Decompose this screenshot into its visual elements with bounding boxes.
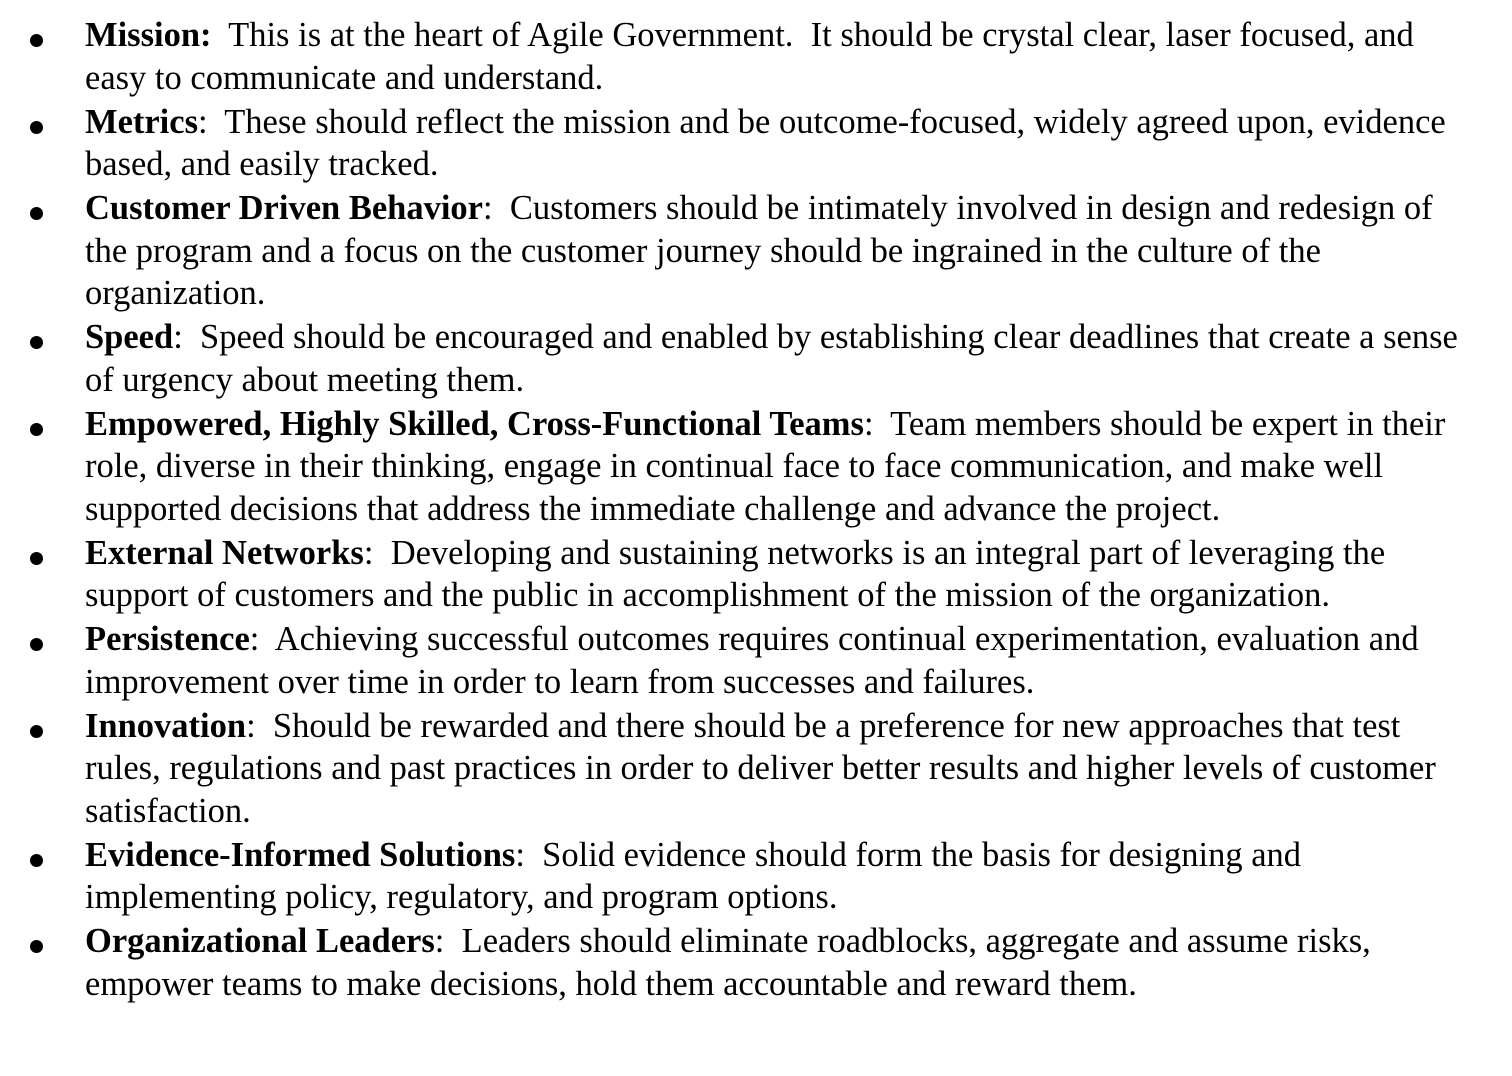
item-description: Leaders should eliminate roadblocks, aggregate and assume risks, empower teams to make decisions, hold them accountable and reward them. <box>85 922 1380 1003</box>
item-term: Metrics <box>85 102 199 141</box>
list-item-evidence-informed-solutions <box>0 834 1512 919</box>
item-term: Innovation <box>85 706 247 745</box>
list-item-persistence <box>0 618 1512 703</box>
bullet-icon <box>30 940 43 953</box>
item-term: Evidence-Informed Solutions <box>85 835 516 874</box>
list-item-innovation <box>0 705 1512 833</box>
bullet-icon <box>30 207 43 220</box>
item-description: Achieving successful outcomes requires continual experimentation, evaluation and improvement over time in order to learn from successes and failures. <box>85 620 1428 701</box>
item-separator: : <box>249 620 260 658</box>
item-description: Customers should be intimately involved in design and redesign of the program and a focus on the customer journey should be ingrained in the culture of the organization. <box>85 189 1442 312</box>
item-description: Speed should be encouraged and enabled by establishing clear deadlines that create a sense of urgency about meeting them. <box>85 318 1467 399</box>
item-description: This is at the heart of Agile Government. It should be crystal clear, laser focused, and easy to communicate and understand. <box>85 16 1423 97</box>
item-description: Developing and sustaining networks is an integral part of leveraging the support of customers and the public in accomplishment of the mission of the organization. <box>85 533 1394 614</box>
bullet-icon <box>30 638 43 651</box>
list-item-customer-driven-behavior <box>0 187 1512 315</box>
item-separator: : <box>363 533 374 572</box>
item-term: Speed <box>85 318 174 356</box>
item-term: Customer Driven Behavior <box>85 189 483 227</box>
item-term: Persistence <box>85 620 250 658</box>
list-item-speed <box>0 316 1512 401</box>
item-separator: : <box>198 102 208 141</box>
item-term: External Networks <box>85 533 364 572</box>
bullet-icon <box>30 552 43 565</box>
item-term: Organizational Leaders <box>85 922 435 960</box>
bullet-icon <box>30 725 43 738</box>
item-description: These should reflect the mission and be outcome-focused, widely agreed upon, evidence based, and easily tracked. <box>85 102 1455 183</box>
item-separator: : <box>515 835 525 874</box>
list-item-metrics <box>0 101 1512 186</box>
list-item-external-networks <box>0 532 1512 617</box>
bullet-icon <box>30 336 43 349</box>
item-separator: : <box>434 922 445 960</box>
item-separator: : <box>173 318 183 356</box>
list-item-mission <box>0 14 1512 99</box>
list-item-organizational-leaders <box>0 920 1512 1005</box>
item-separator: : <box>863 404 874 443</box>
item-description: Team members should be expert in their role, diverse in their thinking, engage in continual face to face communication, and make well supported decisions that address the immediate challenge and advance the project. <box>85 404 1454 528</box>
item-term: Empowered, Highly Skilled, Cross-Functional Teams <box>85 404 864 443</box>
item-description: Solid evidence should form the basis for designing and implementing policy, regulatory, and program options. <box>85 835 1310 916</box>
bullet-icon <box>30 34 43 47</box>
item-separator: : <box>482 189 493 227</box>
bullet-list <box>0 14 1512 1005</box>
item-separator: : <box>246 706 256 745</box>
item-description: Should be rewarded and there should be a preference for new approaches that test rules, regulations and past practices in order to deliver better results and higher levels of customer satisfaction. <box>85 706 1445 830</box>
item-term: Mission: <box>85 16 212 54</box>
bullet-icon <box>30 423 43 436</box>
bullet-icon <box>30 854 43 867</box>
document-page <box>0 14 1512 1007</box>
bullet-icon <box>30 121 43 134</box>
list-item-empowered-teams <box>0 403 1512 531</box>
